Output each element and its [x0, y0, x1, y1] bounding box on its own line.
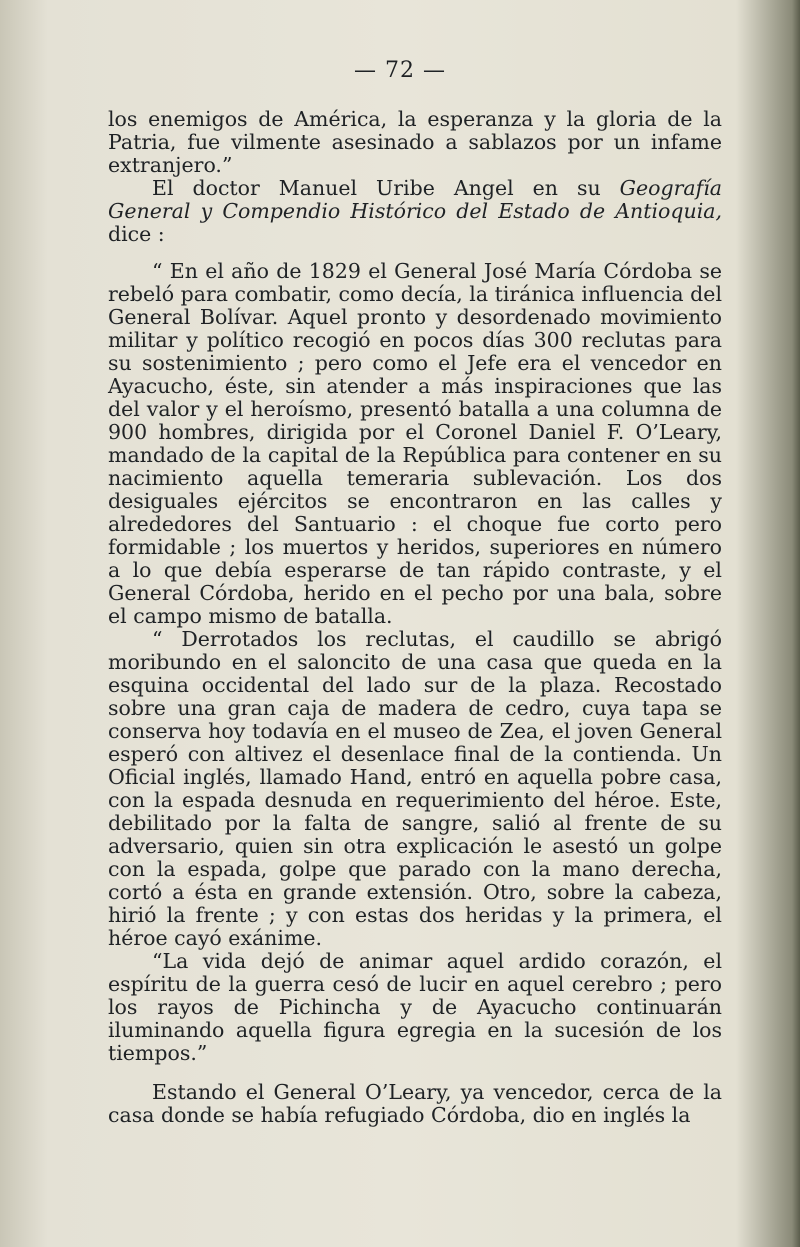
paragraph-4: “ Derrotados los reclutas, el caudillo se abrigó moribundo en el saloncito de una casa que queda en la esquina occidental del lado sur de la plaza. Recostado sobre una gran caja de madera de cedro, cuya tapa se conserva hoy todavía en el museo de Zea, el joven General esperó con altivez el desenlace final de la contienda. Un Oficial inglés, llamado Hand, entró en aquella pobre casa, con la espada desnuda en requerimiento del héroe. Este, debilitado por la falta de sangre, salió al frente de su adversario, quien sin otra explicación le asestó un golpe con la espada, golpe que parado con la mano derecha, cortó a ésta en grande extensión. Otro, sobre la cabeza, hirió la frente ; y con estas dos heridas y la primera, el héroe cayó exánime. — [108, 627, 722, 950]
paragraph-5: “La vida dejó de animar aquel ardido corazón, el espíritu de la guerra cesó de lucir en aquel cerebro ; pero los rayos de Pichincha y de Ayacucho continuarán iluminando aquella figura egregia en la sucesión de los tiempos.” — [108, 949, 722, 1065]
paragraph-2-lead: El doctor Manuel Uribe Angel en su — [152, 176, 620, 200]
book-title: Geografía General y Compendio Histórico del Estado de Antioquia, — [108, 176, 722, 223]
paragraph-3: “ En el año de 1829 el General José María Córdoba se rebeló para combatir, como decía, la tiránica influencia del General Bolívar. Aquel pronto y desordenado movimiento militar y político recogió en pocos días 300 reclutas para su sostenimiento ; pero como el Jefe era el vencedor en Ayacucho, éste, sin atender a más inspiraciones que las del valor y el heroísmo, presentó batalla a una columna de 900 hombres, dirigida por el Coronel Daniel F. O’Leary, mandado de la capital de la República para contener en su nacimiento aquella temeraria sublevación. Los dos desiguales ejércitos se encontraron en las calles y alrededores del Santuario : el choque fue corto pero formidable ; los muertos y heridos, superiores en número a lo que debía esperarse de tan rápido contraste, y el General Córdoba, herido en el pecho por una bala, sobre el campo mismo de batalla. — [108, 259, 722, 628]
body-text — [108, 108, 722, 1127]
paragraph-1: los enemigos de América, la esperanza y la gloria de la Patria, fue vilmente asesinado a sablazos por un infame extranjero.” — [108, 107, 722, 177]
paragraph-2 — [108, 177, 722, 246]
paragraph-6: Estando el General O’Leary, ya vencedor, cerca de la casa donde se había refugiado Córdoba, dio en inglés la — [108, 1080, 722, 1127]
paragraph-2-tail: dice : — [108, 222, 165, 246]
page-number: — 72 — — [354, 58, 446, 83]
